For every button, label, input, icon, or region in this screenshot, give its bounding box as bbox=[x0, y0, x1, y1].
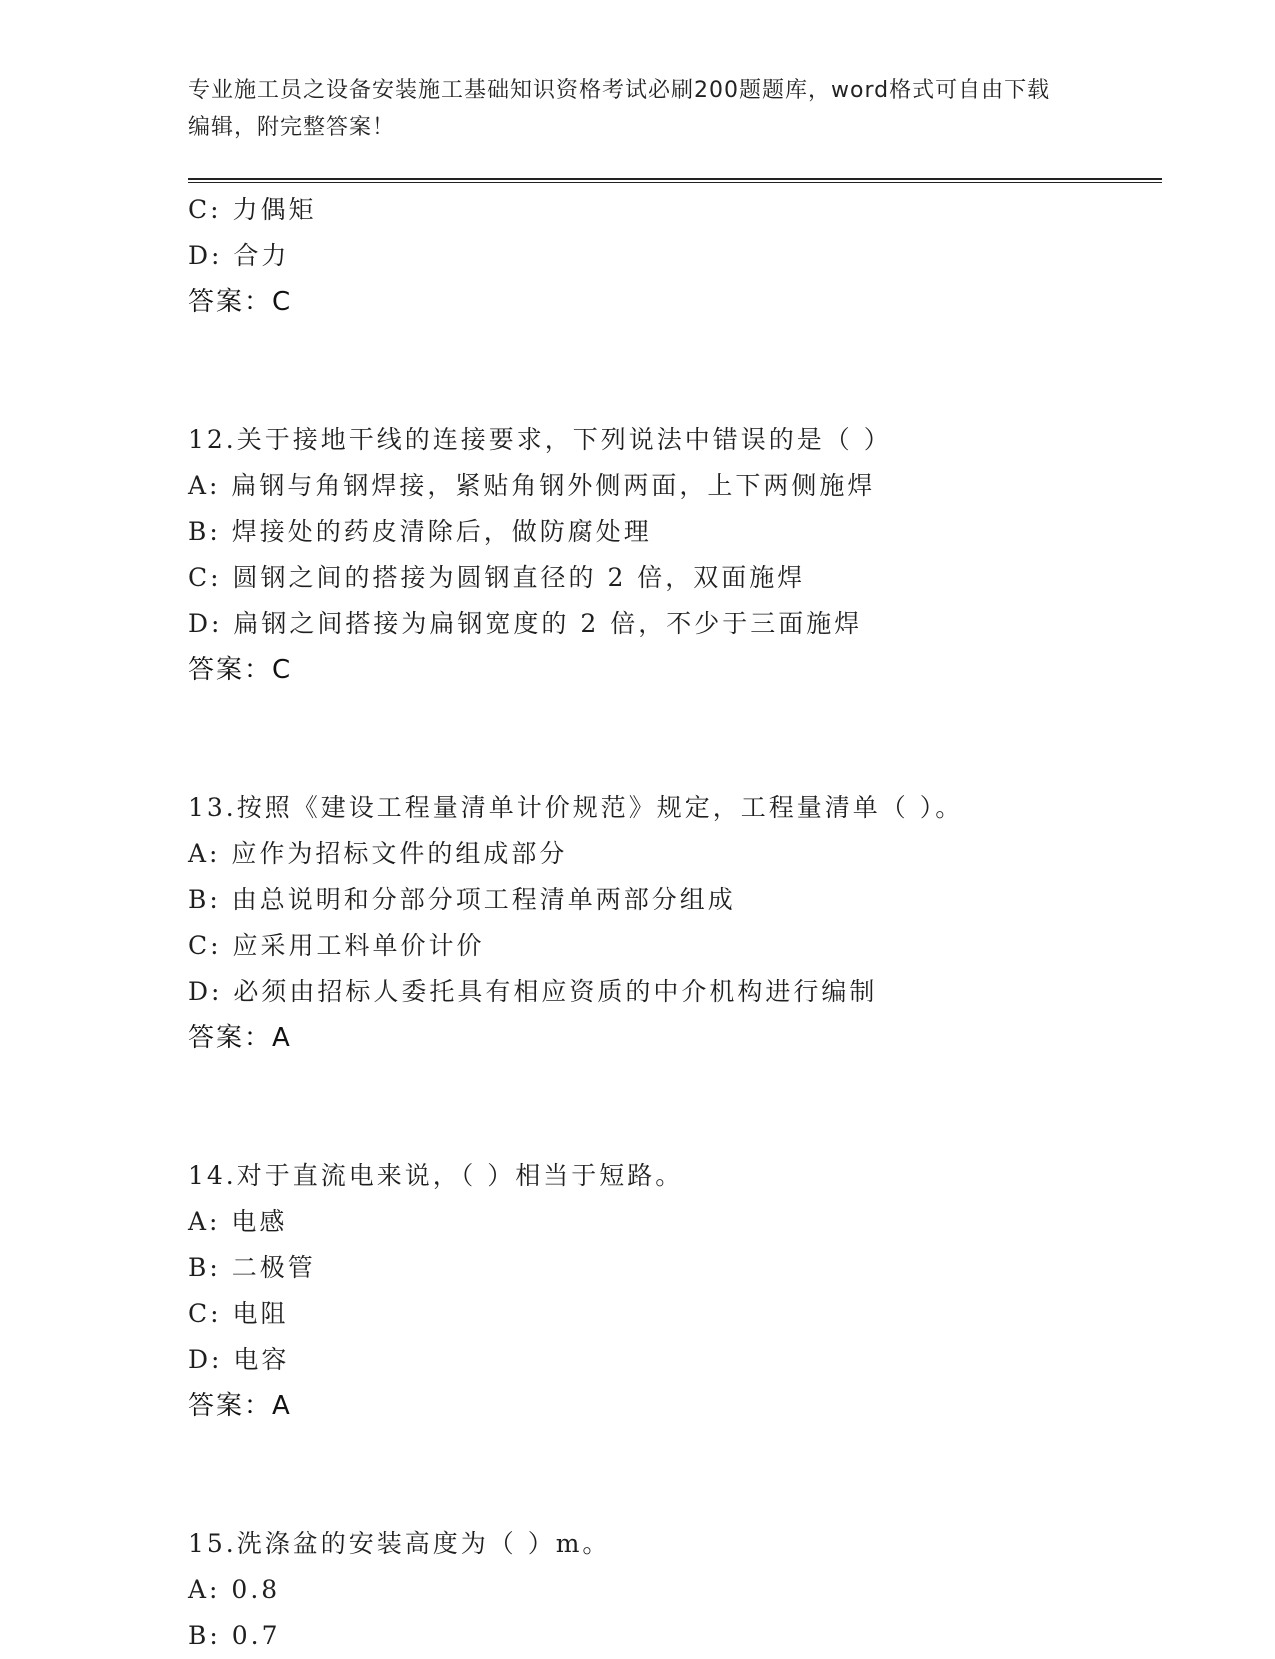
question-11-continuation bbox=[188, 187, 1148, 325]
question-stem: 14.对于直流电来说，（ ）相当于短路。 bbox=[188, 1161, 684, 1190]
question-14 bbox=[188, 1153, 1148, 1429]
answer-line: 答案：C bbox=[188, 655, 293, 685]
option-c: C: 电阻 bbox=[188, 1299, 289, 1328]
question-13 bbox=[188, 785, 1148, 1061]
option-a: A: 电感 bbox=[188, 1207, 288, 1236]
spacer bbox=[188, 1061, 1148, 1153]
spacer bbox=[188, 693, 1148, 785]
option-a: A: 0.8 bbox=[188, 1575, 281, 1604]
option-d: D: 扁钢之间搭接为扁钢宽度的 2 倍，不少于三面施焊 bbox=[188, 609, 863, 638]
option-d: D: 合力 bbox=[188, 241, 290, 270]
option-b: B: 由总说明和分部分项工程清单两部分组成 bbox=[188, 885, 736, 914]
option-b: B: 0.7 bbox=[188, 1621, 281, 1650]
option-a: A: 应作为招标文件的组成部分 bbox=[188, 839, 568, 868]
option-b: B: 焊接处的药皮清除后，做防腐处理 bbox=[188, 517, 652, 546]
header-divider-thin bbox=[188, 182, 1162, 183]
option-a: A: 扁钢与角钢焊接，紧贴角钢外侧两面，上下两侧施焊 bbox=[188, 471, 876, 500]
option-b: B: 二极管 bbox=[188, 1253, 316, 1282]
option-c: C: 圆钢之间的搭接为圆钢直径的 2 倍，双面施焊 bbox=[188, 563, 806, 592]
question-stem: 13.按照《建设工程量清单计价规范》规定，工程量清单（ ）。 bbox=[188, 793, 964, 822]
question-15 bbox=[188, 1521, 1148, 1659]
option-d: D: 必须由招标人委托具有相应资质的中介机构进行编制 bbox=[188, 977, 878, 1006]
question-stem: 12.关于接地干线的连接要求，下列说法中错误的是（ ） bbox=[188, 425, 892, 454]
option-c: C: 力偶矩 bbox=[188, 195, 317, 224]
header-divider-thick bbox=[188, 178, 1162, 180]
question-12 bbox=[188, 417, 1148, 693]
answer-line: 答案：A bbox=[188, 1023, 292, 1053]
spacer bbox=[188, 1429, 1148, 1521]
option-c: C: 应采用工料单价计价 bbox=[188, 931, 485, 960]
question-list bbox=[188, 187, 1148, 1659]
answer-line: 答案：C bbox=[188, 287, 293, 317]
option-d: D: 电容 bbox=[188, 1345, 290, 1374]
answer-line: 答案：A bbox=[188, 1391, 292, 1421]
document-title: 专业施工员之设备安装施工基础知识资格考试必刷200题题库，word格式可自由下载编辑，附完整答案！ bbox=[188, 78, 1051, 140]
spacer bbox=[188, 325, 1148, 417]
question-stem: 15.洗涤盆的安装高度为（ ）m。 bbox=[188, 1529, 611, 1558]
